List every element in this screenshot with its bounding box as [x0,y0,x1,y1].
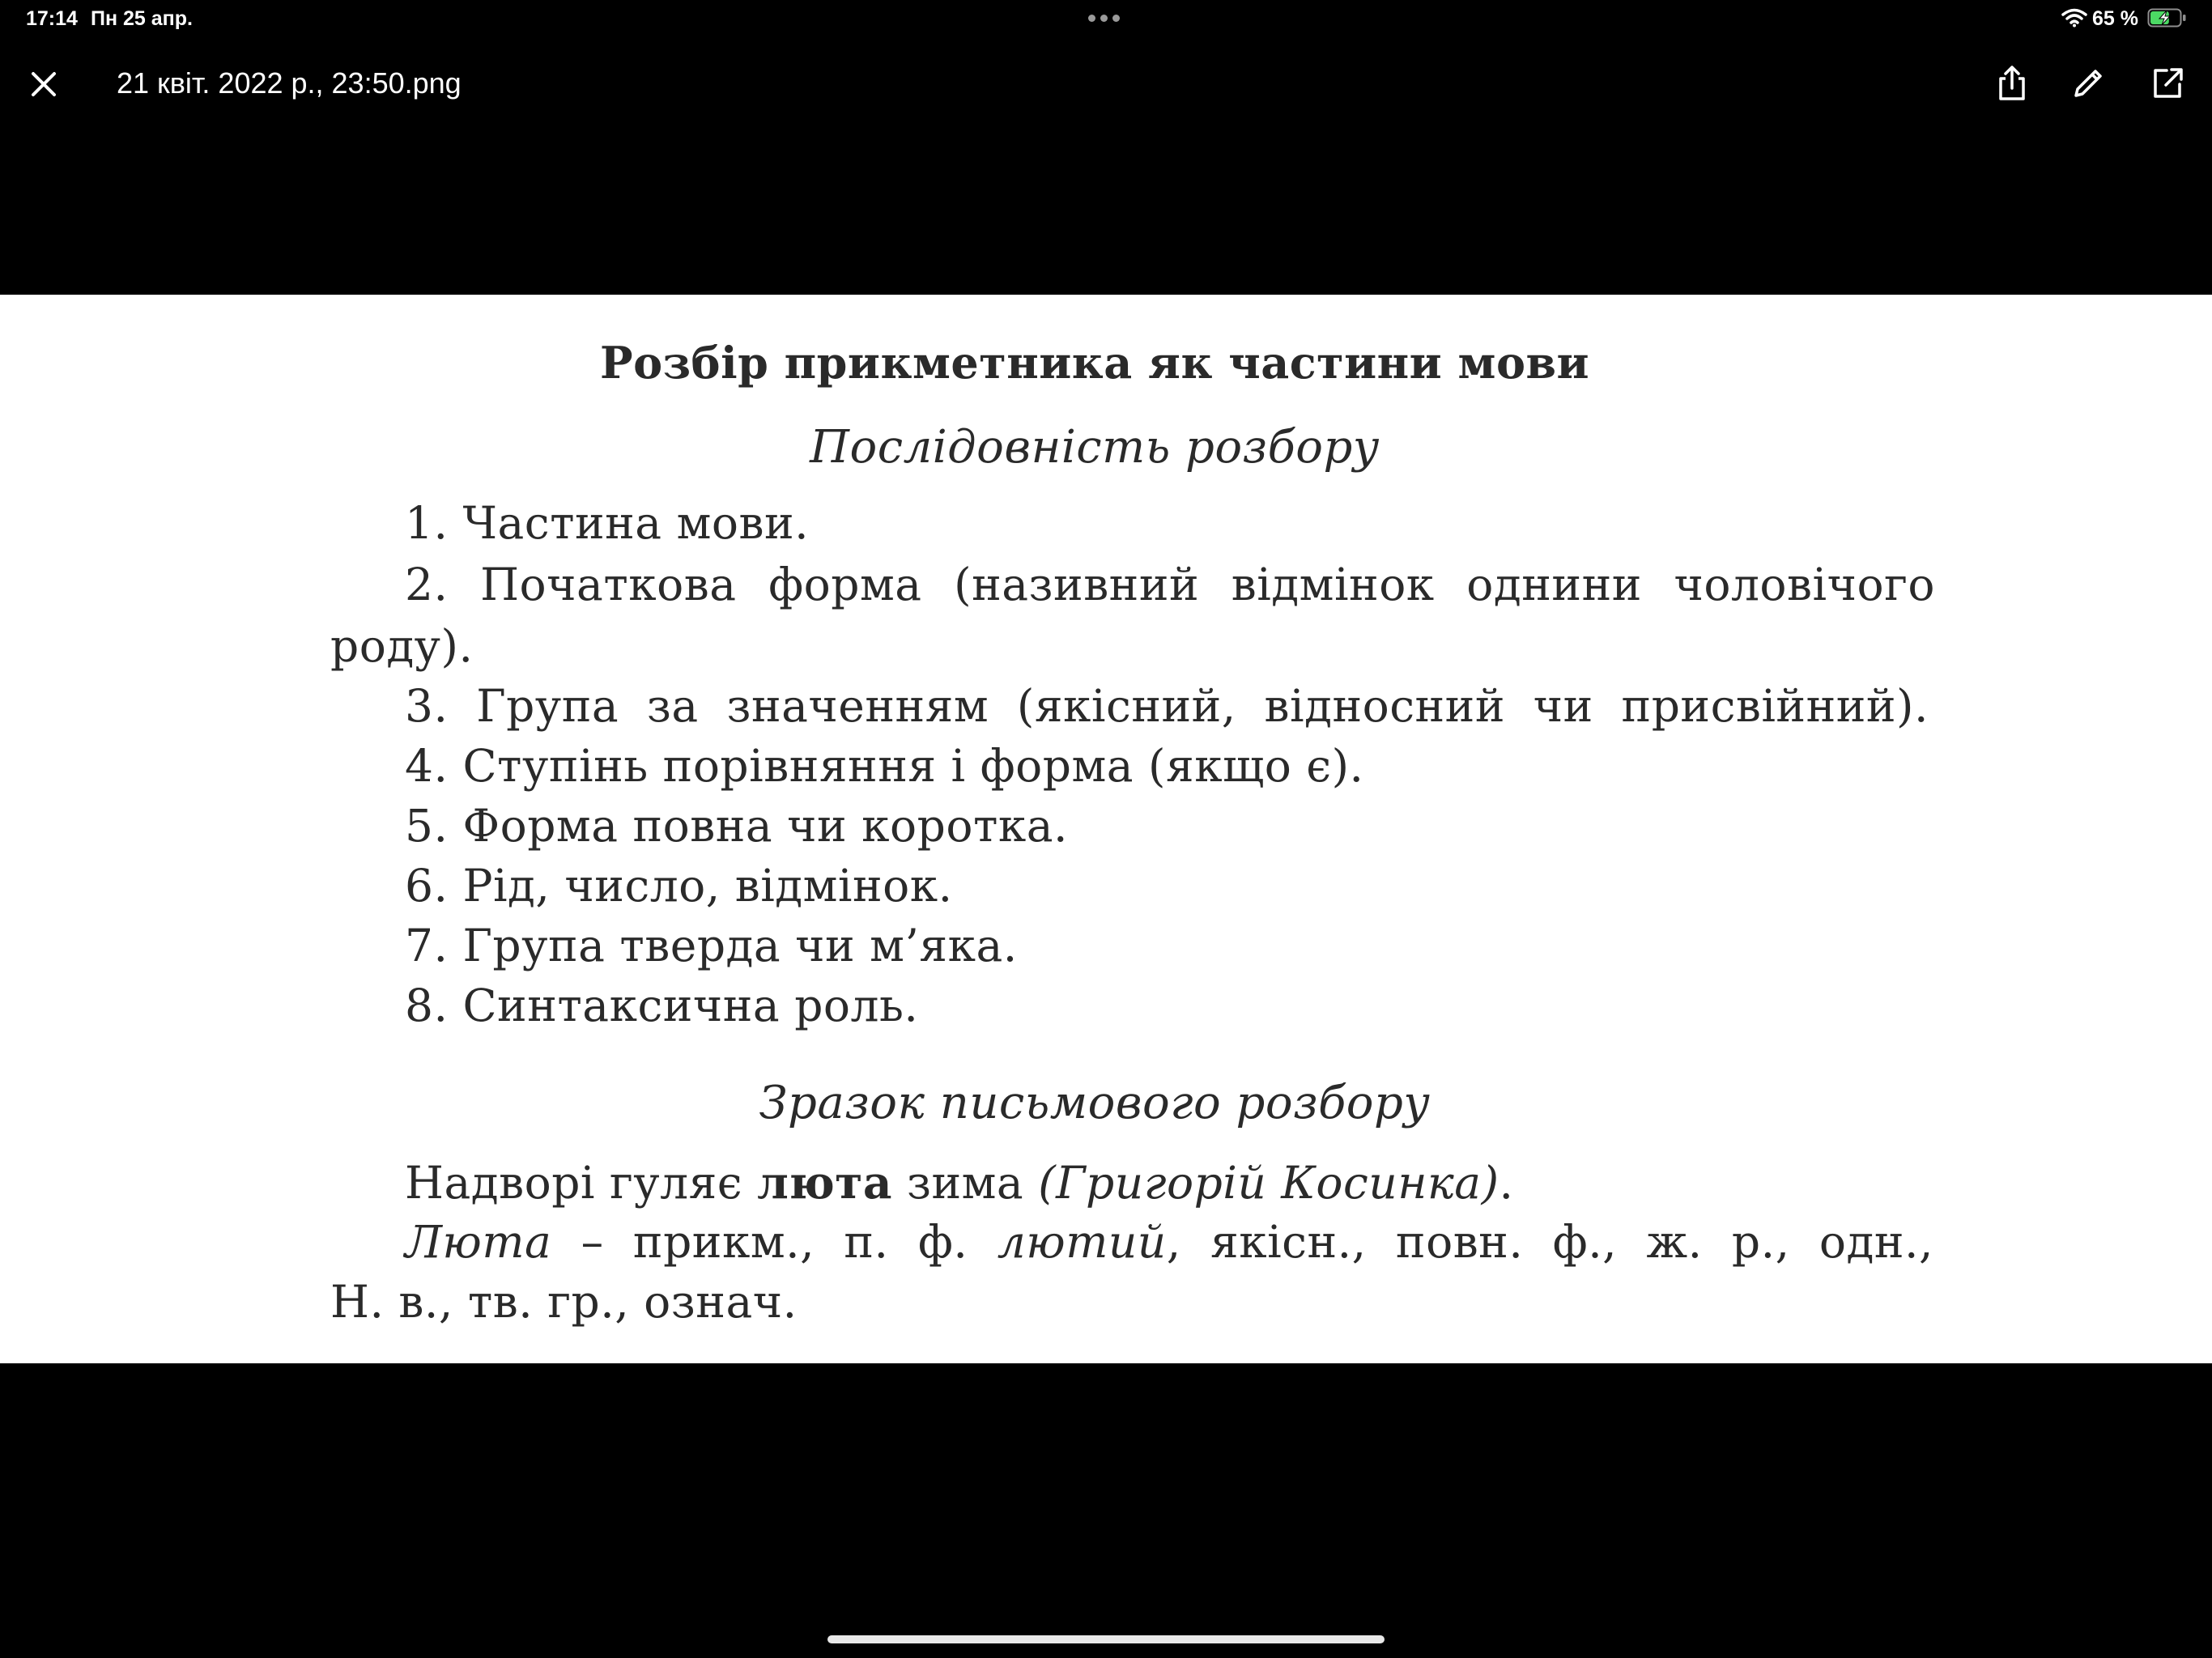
close-icon[interactable] [29,70,58,99]
open-external-icon[interactable] [2149,65,2186,102]
step-6: 6. Рід, число, відмінок. [405,860,953,912]
sample-sentence-part: Надворі гуляє [405,1157,758,1209]
step-7: 7. Група тверда чи м’яка. [405,920,1018,971]
viewer-toolbar [0,39,2212,128]
step-5: 5. Форма повна чи коротка. [405,800,1069,852]
status-bar [0,0,2212,39]
sample-attribution: (Григорій Косинка) [1038,1157,1499,1209]
sample-sentence-end: . [1499,1157,1514,1209]
analysis-line-1 [405,1216,1933,1268]
share-icon[interactable] [1993,65,2031,102]
status-date: Пн 25 апр. [91,7,193,30]
pencil-icon[interactable] [2069,65,2107,102]
sequence-heading: Послідовність розбору [810,421,1380,474]
step-1: 1. Частина мови. [405,497,810,549]
wifi-icon [2061,8,2087,28]
sample-bold-word: люта [757,1156,892,1209]
home-indicator[interactable] [827,1635,1385,1643]
document-image[interactable] [0,295,2212,1363]
battery-percentage: 65 % [2092,7,2138,30]
step-2-continuation: роду). [330,620,474,672]
battery-charging-icon [2147,7,2188,28]
document-title: Розбір прикметника як частини мови [599,337,1590,389]
sample-sentence [405,1156,1514,1209]
step-8: 8. Синтаксична роль. [405,980,919,1031]
analysis-text: – прикм., п. ф. [551,1216,998,1268]
analysis-word: Люта [405,1216,552,1268]
sample-heading: Зразок письмового розбору [759,1077,1431,1129]
analysis-line-2: Н. в., тв. гр., означ. [330,1276,798,1328]
multitasking-dots-icon[interactable] [1088,11,1125,24]
analysis-base-form: лютий [997,1216,1167,1268]
file-title: 21 квіт. 2022 р., 23:50.png [117,66,462,100]
analysis-text: , якісн., повн. ф., ж. р., одн., [1166,1216,1934,1268]
step-2: 2. Початкова форма (називний відмінок однини чоловічого [405,559,1935,610]
step-3: 3. Група за значенням (якісний, відносний чи присвійний). [405,680,1929,732]
status-time: 17:14 [26,7,78,30]
step-4: 4. Ступінь порівняння і форма (якщо є). [405,740,1364,792]
sample-sentence-part: зима [891,1157,1039,1209]
